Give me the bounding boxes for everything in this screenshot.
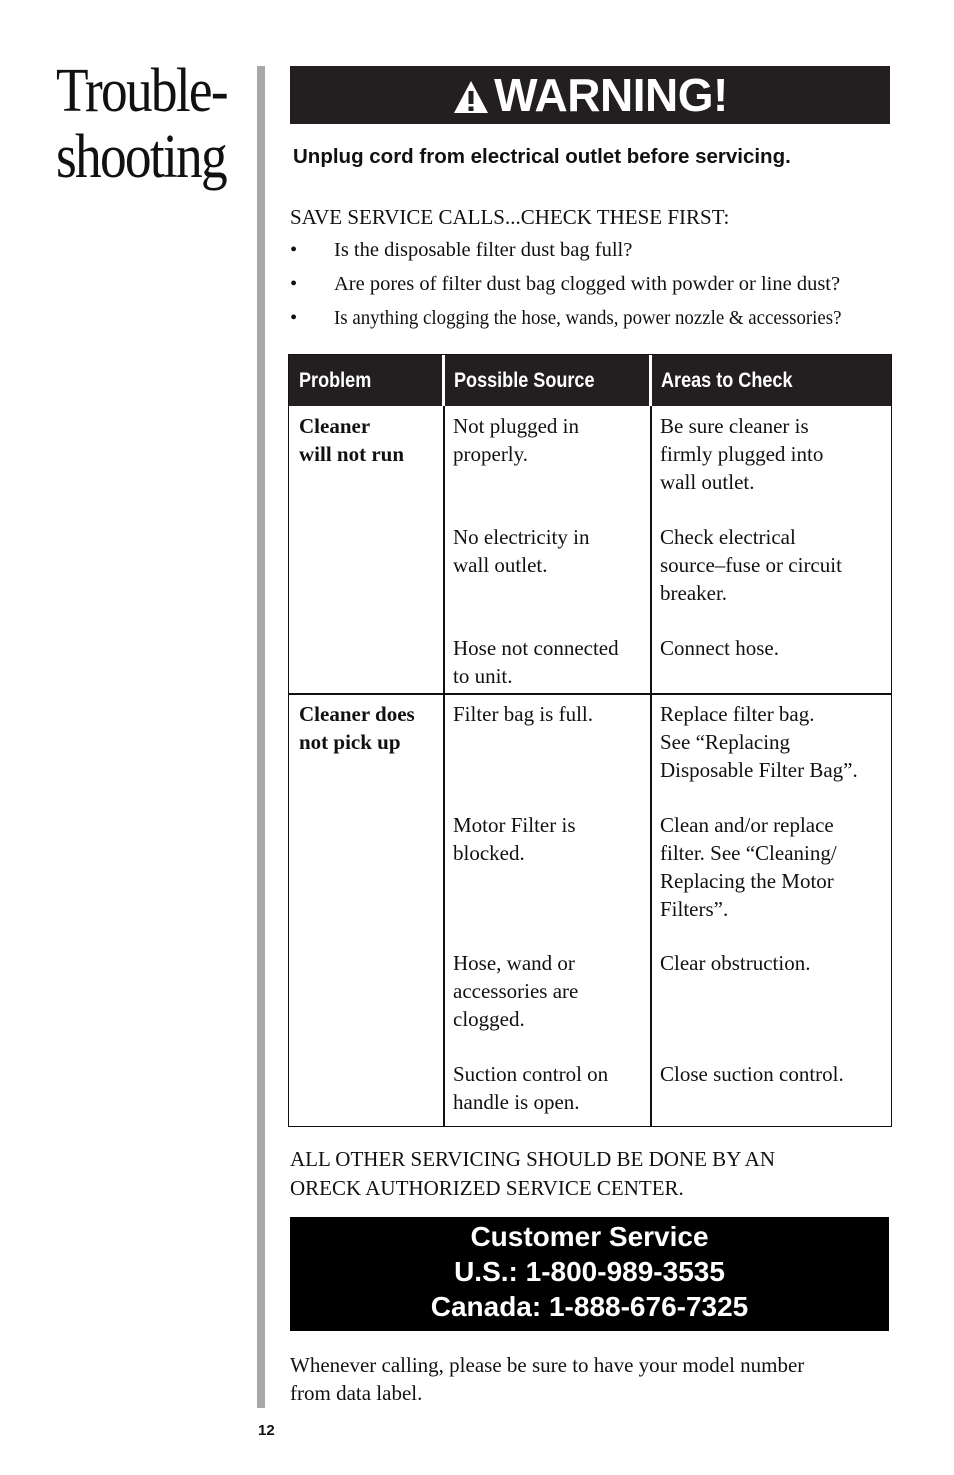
- warning-triangle-icon: [452, 79, 490, 115]
- warning-subtext: Unplug cord from electrical outlet before servicing.: [293, 145, 791, 168]
- check-cell: Check electrical source–fuse or circuit breaker.: [660, 525, 842, 605]
- side-divider: [257, 66, 265, 1408]
- check-cell: Clear obstruction.: [660, 951, 811, 975]
- problem-cell: Cleaner does not pick up: [299, 702, 415, 754]
- source-cell: Not plugged in properly.: [453, 414, 579, 466]
- table-header-source: Possible Source: [444, 355, 651, 406]
- list-item-text: Is the disposable filter dust bag full?: [334, 239, 633, 261]
- checks-heading: SAVE SERVICE CALLS...CHECK THESE FIRST:: [290, 205, 730, 229]
- customer-service-box: [290, 1217, 889, 1331]
- contact-heading: Customer Service: [470, 1221, 709, 1252]
- contact-canada-phone: Canada: 1-888-676-7325: [430, 1291, 749, 1322]
- source-cell: Hose, wand or accessories are clogged.: [453, 951, 579, 1031]
- bullet: •: [290, 239, 298, 261]
- column-divider: [650, 355, 652, 1126]
- table-header-problem: Problem: [289, 355, 444, 406]
- calling-note: Whenever calling, please be sure to have your model number from data label.: [290, 1353, 805, 1405]
- check-cell: Replace filter bag. See “Replacing Disposable Filter Bag”.: [660, 702, 858, 782]
- bullet: •: [290, 273, 298, 295]
- page-number: 12: [258, 1422, 275, 1439]
- list-item: [290, 239, 900, 273]
- check-cell: Connect hose.: [660, 636, 779, 660]
- source-cell: Motor Filter is blocked.: [453, 813, 576, 865]
- list-item-text: Are pores of filter dust bag clogged with powder or line dust?: [334, 273, 841, 295]
- warning-banner: [290, 66, 890, 124]
- page-title-line-1: Trouble-: [56, 57, 227, 125]
- header-divider: [442, 355, 445, 406]
- page-title-line-2: shooting: [56, 123, 226, 191]
- source-cell: No electricity in wall outlet.: [453, 525, 590, 577]
- check-cell: Be sure cleaner is firmly plugged into wall outlet.: [660, 414, 824, 494]
- service-note: ALL OTHER SERVICING SHOULD BE DONE BY AN ORECK AUTHORIZED SERVICE CENTER.: [290, 1147, 775, 1200]
- problem-cell: Cleaner will not run: [299, 414, 405, 466]
- list-item: [290, 307, 900, 341]
- warning-label: WARNING!: [494, 69, 728, 121]
- contact-us-phone: U.S.: 1-800-989-3535: [454, 1256, 725, 1287]
- table-header-check: Areas to Check: [651, 355, 891, 406]
- list-item-text: Is anything clogging the hose, wands, power nozzle & accessories?: [334, 307, 842, 329]
- bullet: •: [290, 307, 298, 329]
- list-item: [290, 273, 900, 307]
- check-cell: Close suction control.: [660, 1062, 844, 1086]
- source-cell: Hose not connected to unit.: [453, 636, 619, 688]
- group-divider: [289, 693, 891, 695]
- page-title: [56, 57, 227, 191]
- check-cell: Clean and/or replace filter. See “Cleaning/ Replacing the Motor Filters”.: [660, 813, 837, 921]
- troubleshooting-table: [288, 354, 892, 1127]
- source-cell: Filter bag is full.: [453, 702, 593, 726]
- checks-list: [290, 239, 900, 341]
- column-divider: [443, 355, 445, 1126]
- header-divider: [649, 355, 652, 406]
- source-cell: Suction control on handle is open.: [453, 1062, 609, 1114]
